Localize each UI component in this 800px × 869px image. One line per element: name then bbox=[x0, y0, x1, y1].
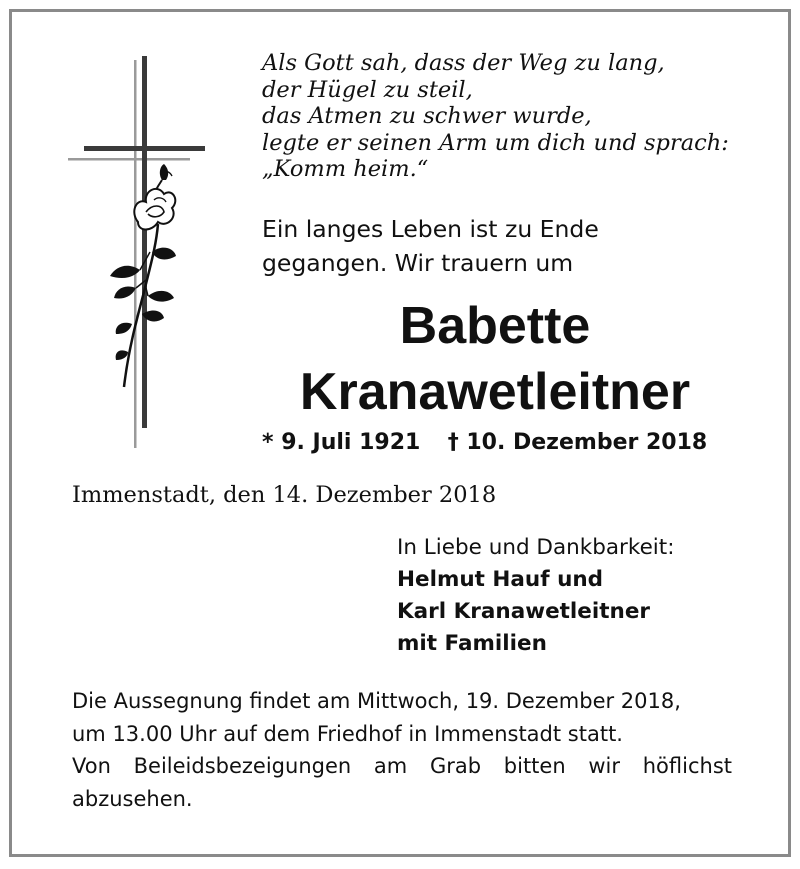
notice-word: Von bbox=[72, 754, 111, 778]
poem-line: Als Gott sah, dass der Weg zu lang, bbox=[262, 50, 665, 76]
poem-line: der Hügel zu steil, bbox=[262, 76, 473, 103]
life-dates bbox=[262, 426, 707, 460]
poem-line: „Komm heim.“ bbox=[262, 156, 429, 182]
notice-line: abzusehen. bbox=[72, 786, 193, 811]
notice-word: am bbox=[373, 754, 408, 778]
mourners bbox=[397, 532, 674, 660]
cross-rose-icon bbox=[66, 52, 216, 452]
intro-text bbox=[262, 212, 599, 280]
mourner-name: Karl Kranawetleitner bbox=[397, 599, 651, 624]
notice-word: Grab bbox=[429, 754, 482, 778]
deceased-last-name: Kranawetleitner bbox=[299, 363, 691, 421]
notice-line: Die Aussegnung findet am Mittwoch, 19. Dezember 2018, bbox=[72, 689, 681, 713]
notice-line: um 13.00 Uhr auf dem Friedhof in Immenstadt statt. bbox=[72, 721, 623, 746]
death-date: 10. Dezember 2018 bbox=[466, 430, 708, 455]
place-date: Immenstadt, den 14. Dezember 2018 bbox=[72, 482, 497, 508]
deceased-first-name: Babette bbox=[399, 297, 591, 355]
intro-line: gegangen. Wir trauern um bbox=[262, 249, 574, 277]
poem bbox=[262, 50, 729, 183]
poem-line: das Atmen zu schwer wurde, bbox=[262, 103, 592, 129]
notice-justified-line bbox=[72, 750, 732, 783]
poem-line: legte er seinen Arm um dich und sprach: bbox=[262, 129, 729, 156]
intro-line: Ein langes Leben ist zu Ende bbox=[262, 215, 599, 243]
mourner-name: Helmut Hauf und bbox=[397, 567, 604, 592]
death-symbol: † bbox=[447, 430, 459, 455]
birth-date: 9. Juli 1921 bbox=[281, 430, 421, 455]
funeral-notice bbox=[72, 685, 732, 815]
mourners-intro: In Liebe und Dankbarkeit: bbox=[397, 535, 675, 560]
birth-symbol: * bbox=[262, 430, 274, 455]
notice-word: bitten bbox=[503, 754, 566, 778]
notice-word: höflichst bbox=[642, 754, 732, 778]
notice-word: wir bbox=[588, 754, 621, 778]
mourner-name: mit Familien bbox=[397, 631, 547, 656]
notice-word: Beileidsbezeigungen bbox=[133, 754, 352, 778]
